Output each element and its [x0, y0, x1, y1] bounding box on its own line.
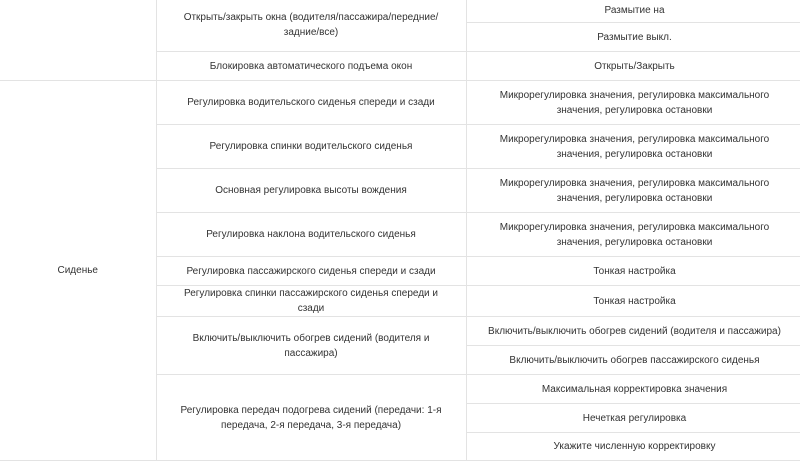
- value-cell: Микрорегулировка значения, регулировка максимального значения, регулировка остановки: [466, 213, 800, 257]
- value-cell: Микрорегулировка значения, регулировка максимального значения, регулировка остановки: [466, 169, 800, 213]
- value-cell: Максимальная корректировка значения: [466, 375, 800, 404]
- value-cell: Включить/выключить обогрев пассажирского сиденья: [466, 346, 800, 375]
- value-cell: Тонкая настройка: [466, 286, 800, 317]
- value-cell: Нечеткая регулировка: [466, 404, 800, 433]
- value-cell: Тонкая настройка: [466, 257, 800, 286]
- feature-cell: Открыть/закрыть окна (водителя/пассажира/передние/задние/все): [156, 0, 466, 52]
- value-cell: Размытие на: [466, 0, 800, 23]
- feature-cell: Регулировка водительского сиденья спереди и сзади: [156, 81, 466, 125]
- value-cell: Открыть/Закрыть: [466, 52, 800, 81]
- feature-cell: Включить/выключить обогрев сидений (водителя и пассажира): [156, 317, 466, 375]
- feature-cell: Блокировка автоматического подъема окон: [156, 52, 466, 81]
- feature-cell: Регулировка передач подогрева сидений (передачи: 1-я передача, 2-я передача, 3-я передача): [156, 375, 466, 461]
- value-cell: Включить/выключить обогрев сидений (водителя и пассажира): [466, 317, 800, 346]
- feature-cell: Регулировка пассажирского сиденья спереди и сзади: [156, 257, 466, 286]
- table-row: [0, 0, 800, 23]
- feature-cell: Регулировка спинки водительского сиденья: [156, 125, 466, 169]
- value-cell: Микрорегулировка значения, регулировка максимального значения, регулировка остановки: [466, 125, 800, 169]
- value-cell: Укажите численную корректировку: [466, 433, 800, 461]
- category-cell-seat: Сиденье: [0, 81, 156, 461]
- feature-cell: Регулировка наклона водительского сиденья: [156, 213, 466, 257]
- table-row: [0, 81, 800, 125]
- value-cell: Микрорегулировка значения, регулировка максимального значения, регулировка остановки: [466, 81, 800, 125]
- feature-cell: Основная регулировка высоты вождения: [156, 169, 466, 213]
- value-cell: Размытие выкл.: [466, 23, 800, 52]
- category-cell-windows: [0, 0, 156, 81]
- feature-cell: Регулировка спинки пассажирского сиденья спереди и сзади: [156, 286, 466, 317]
